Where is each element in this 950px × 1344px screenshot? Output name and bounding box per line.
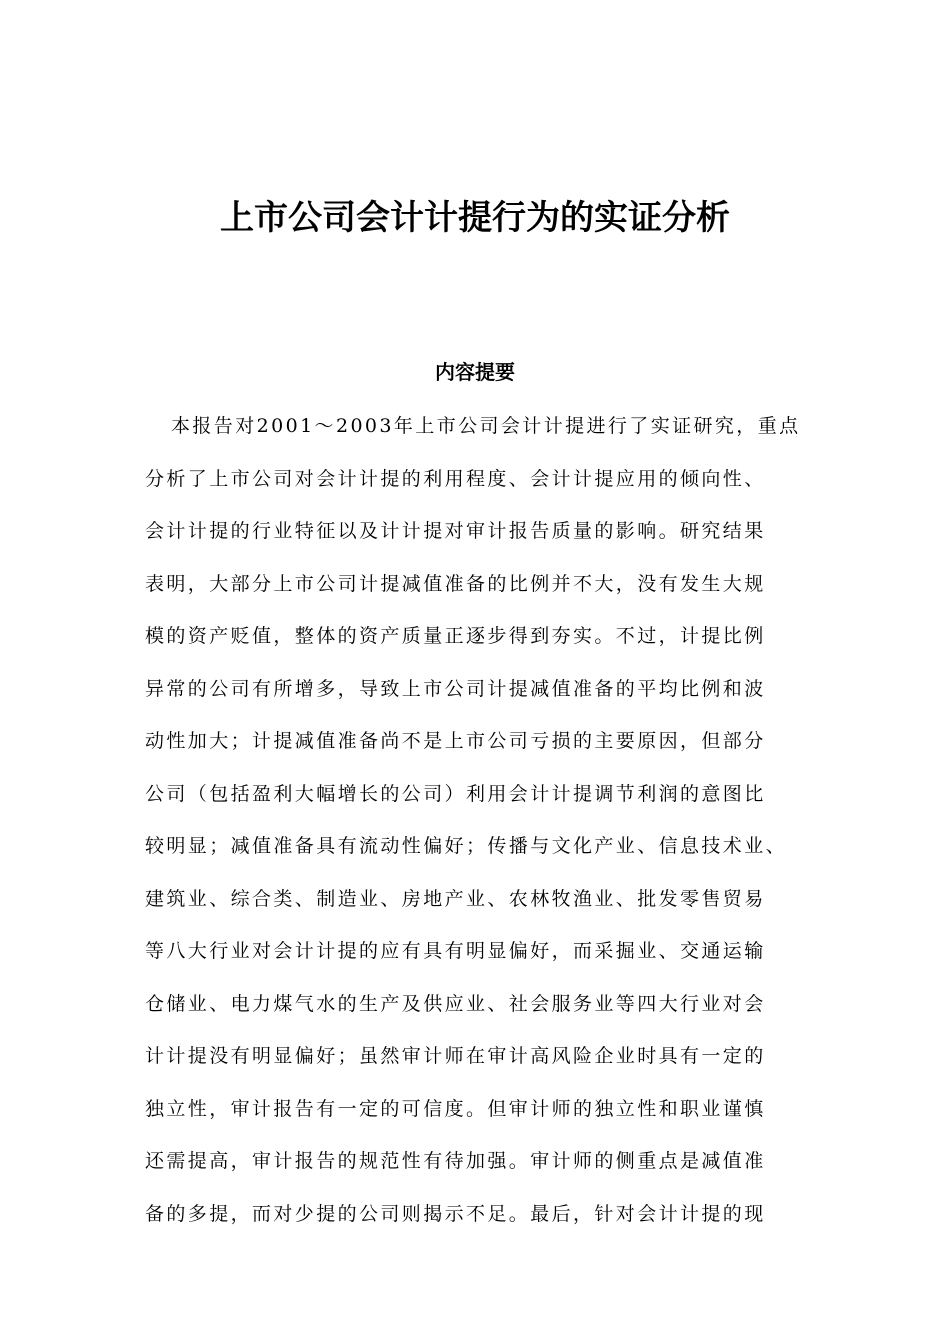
abstract-line: 独立性，审计报告有一定的可信度。但审计师的独立性和职业谨慎 — [145, 1097, 766, 1120]
abstract-line: 模的资产贬值，整体的资产质量正逐步得到夯实。不过，计提比例 — [145, 625, 766, 647]
abstract-line: 本报告对2001～2003年上市公司会计计提进行了实证研究，重点 — [171, 415, 801, 437]
abstract-line: 备的多提，而对少提的公司则揭示不足。最后，针对会计计提的现 — [145, 1202, 766, 1225]
abstract-line: 异常的公司有所增多，导致上市公司计提减值准备的平均比例和波 — [145, 677, 766, 700]
document-title: 上市公司会计计提行为的实证分析 — [220, 198, 730, 238]
abstract-line: 计计提没有明显偏好；虽然审计师在审计高风险企业时具有一定的 — [145, 1045, 766, 1067]
abstract-line: 较明显；减值准备具有流动性偏好；传播与文化产业、信息技术业、 — [145, 835, 788, 857]
abstract-line: 公司（包括盈利大幅增长的公司）利用会计计提调节利润的意图比 — [145, 782, 766, 805]
abstract-heading: 内容提要 — [435, 360, 515, 384]
abstract-line: 还需提高，审计报告的规范性有待加强。审计师的侧重点是减值准 — [145, 1150, 766, 1172]
abstract-line: 等八大行业对会计计提的应有具有明显偏好，而采掘业、交通运输 — [145, 940, 766, 962]
abstract-line: 动性加大；计提减值准备尚不是上市公司亏损的主要原因，但部分 — [145, 730, 766, 752]
abstract-line: 分析了上市公司对会计计提的利用程度、会计计提应用的倾向性、 — [145, 467, 766, 490]
abstract-line: 表明，大部分上市公司计提减值准备的比例并不大，没有发生大规 — [145, 572, 766, 595]
abstract-line: 建筑业、综合类、制造业、房地产业、农林牧渔业、批发零售贸易 — [145, 887, 766, 910]
abstract-line: 会计计提的行业特征以及计计提对审计报告质量的影响。研究结果 — [145, 520, 766, 542]
abstract-body — [145, 406, 835, 1246]
abstract-line: 仓储业、电力煤气水的生产及供应业、社会服务业等四大行业对会 — [145, 992, 766, 1015]
